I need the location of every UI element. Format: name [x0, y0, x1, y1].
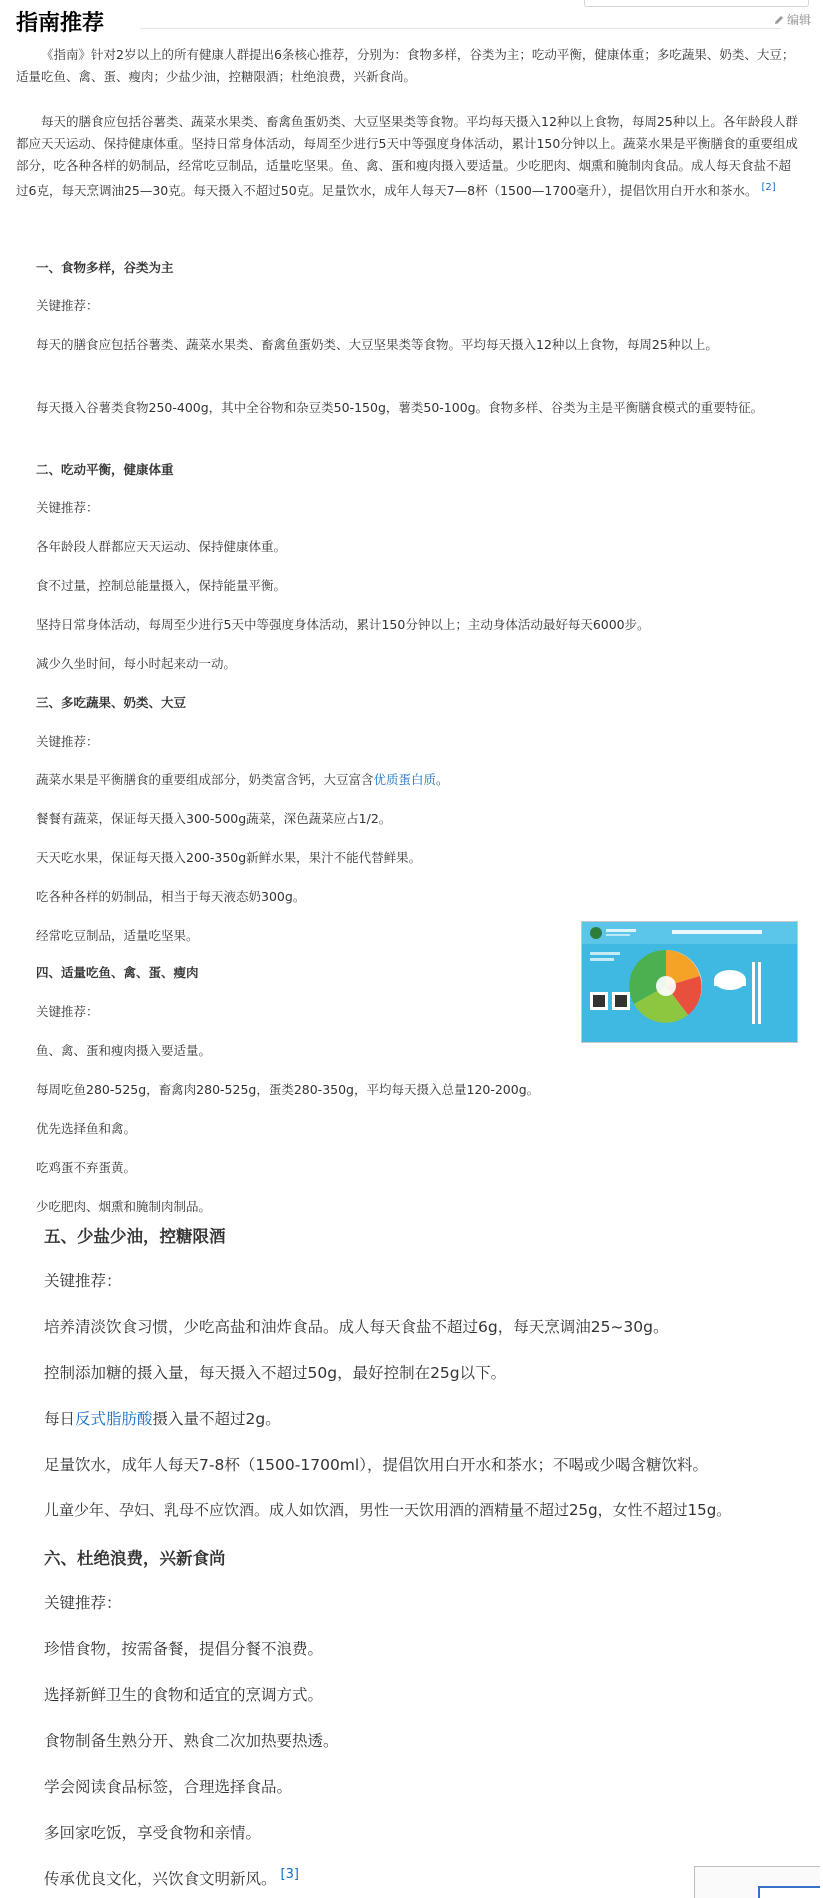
section-6-item-6-text: 传承优良文化，兴饮食文明新风。 [44, 1870, 277, 1889]
dietary-guideline-image[interactable] [581, 921, 798, 1043]
section-2-heading: 二、吃动平衡，健康体重 [36, 462, 174, 477]
section-5-item-4: 足量饮水，成年人每天7-8杯（1500-1700ml），提倡饮用白开水和茶水；不喝或少喝含糖饮料。 [44, 1456, 708, 1474]
section-3-item-1-pre: 蔬菜水果是平衡膳食的重要组成部分，奶类富含钙，大豆富含 [36, 772, 374, 787]
section-4-item-1: 鱼、禽、蛋和瘦肉摄入要适量。 [36, 1043, 212, 1058]
section-4-item-3: 优先选择鱼和禽。 [36, 1121, 137, 1136]
section-3-item-4: 吃各种各样的奶制品，相当于每天液态奶300g。 [36, 889, 306, 904]
section-6-item-4: 学会阅读食品标签，合理选择食品。 [44, 1778, 293, 1796]
section-6-item-3: 食物制备生熟分开、熟食二次加热要热透。 [44, 1732, 339, 1750]
section-5-heading: 五、少盐少油，控糖限酒 [44, 1227, 226, 1246]
section-1-heading: 一、食物多样，谷类为主 [36, 260, 174, 275]
section-6-item-5: 多回家吃饭，享受食物和亲情。 [44, 1824, 262, 1842]
section-2-item-3: 坚持日常身体活动，每周至少进行5天中等强度身体活动，累计150分钟以上；主动身体活动最好每天6000步。 [36, 617, 650, 632]
section-5-key: 关键推荐： [44, 1272, 122, 1290]
section-3-heading: 三、多吃蔬果、奶类、大豆 [36, 695, 187, 710]
section-3-item-2: 餐餐有蔬菜，保证每天摄入300-500g蔬菜，深色蔬菜应占1/2。 [36, 811, 392, 826]
section-3-item-5: 经常吃豆制品，适量吃坚果。 [36, 928, 199, 943]
section-2-item-4: 减少久坐时间，每小时起来动一动。 [36, 656, 237, 671]
section-3-item-1 [36, 770, 449, 788]
section-1-item-1: 每天的膳食应包括谷薯类、蔬菜水果类、畜禽鱼蛋奶类、大豆坚果类等食物。平均每天摄入12种以上食物，每周25种以上。 [36, 337, 718, 352]
section-5-item-2: 控制添加糖的摄入量，每天摄入不超过50g，最好控制在25g以下。 [44, 1364, 507, 1382]
section-6-item-6 [44, 1867, 299, 1889]
section-6-heading: 六、杜绝浪费，兴新食尚 [44, 1549, 226, 1568]
section-5-item-3-pre: 每日 [44, 1410, 76, 1428]
pencil-icon [774, 15, 784, 25]
edit-label: 编辑 [786, 13, 811, 27]
header-divider [140, 28, 781, 29]
reference-link-2[interactable]: [2] [761, 182, 776, 193]
section-3-item-3: 天天吃水果，保证每天摄入200-350g新鲜水果，果汁不能代替鲜果。 [36, 850, 422, 865]
section-4-item-2: 每周吃鱼280-525g，畜禽肉280-525g，蛋类280-350g，平均每天摄入总量120-200g。 [36, 1082, 540, 1097]
section-2-key: 关键推荐： [36, 500, 99, 515]
quality-protein-link[interactable]: 优质蛋白质 [373, 772, 437, 787]
section-5-item-3 [44, 1407, 281, 1429]
dietary-plate-illustration [582, 922, 798, 1043]
intro-paragraph-1-text: 《指南》针对2岁以上的所有健康人群提出6条核心推荐，分别为：食物多样，谷类为主；吃动平衡，健康体重；多吃蔬果、奶类、大豆；适量吃鱼、禽、蛋、瘦肉；少盐少油，控糖限酒；杜绝浪费，兴新食尚。 [16, 47, 795, 84]
corner-widget-frame [758, 1886, 820, 1898]
section-6-key: 关键推荐： [44, 1594, 122, 1612]
corner-widget [694, 1866, 820, 1898]
section-header [0, 0, 823, 42]
intro-paragraph-1 [16, 44, 801, 88]
section-4-heading: 四、适量吃鱼、禽、蛋、瘦肉 [36, 965, 199, 980]
section-2-item-2: 食不过量，控制总能量摄入，保持能量平衡。 [36, 578, 287, 593]
intro-paragraph-2-text: 每天的膳食应包括谷薯类、蔬菜水果类、畜禽鱼蛋奶类、大豆坚果类等食物。平均每天摄入12种以上食物，每周25种以上。各年龄段人群都应天天运动、保持健康体重。坚持日常身体活动，每周至少进行5天中等强度身体活动，累计150分钟以上。蔬菜水果是平衡膳食的重要组成部分，吃各种各样的奶制品，经常吃豆制品，适量吃坚果。鱼、禽、蛋和瘦肉摄入要适量。少吃肥肉、烟熏和腌制肉食品。成人每天食盐不超过6克，每天烹调油25—30克。每天摄入不超过50克。足量饮水，成年人每天7—8杯（1500—1700毫升），提倡饮用白开水和茶水。 [16, 114, 798, 199]
section-6-item-2: 选择新鲜卫生的食物和适宜的烹调方式。 [44, 1686, 324, 1704]
section-3-item-1-post: 。 [436, 772, 449, 787]
section-2-item-1: 各年龄段人群都应天天运动、保持健康体重。 [36, 539, 287, 554]
section-1-item-2: 每天摄入谷薯类食物250-400g，其中全谷物和杂豆类50-150g，薯类50-100g。食物多样、谷类为主是平衡膳食模式的重要特征。 [36, 400, 764, 415]
section-4-key: 关键推荐： [36, 1004, 99, 1019]
section-1-key: 关键推荐： [36, 298, 99, 313]
intro-paragraph-2 [16, 111, 801, 202]
section-5-item-1: 培养清淡饮食习惯，少吃高盐和油炸食品。成人每天食盐不超过6g，每天烹调油25~30g。 [44, 1318, 669, 1336]
section-4-item-4: 吃鸡蛋不弃蛋黄。 [36, 1160, 137, 1175]
reference-link-3[interactable]: [3] [280, 1867, 299, 1882]
edit-link[interactable] [774, 11, 811, 28]
section-title: 指南推荐 [16, 11, 105, 36]
trans-fat-link[interactable]: 反式脂肪酸 [75, 1410, 153, 1428]
section-5-item-3-post: 摄入量不超过2g。 [152, 1410, 281, 1428]
section-4-item-5: 少吃肥肉、烟熏和腌制肉制品。 [36, 1199, 212, 1214]
section-5-item-5: 儿童少年、孕妇、乳母不应饮酒。成人如饮酒，男性一天饮用酒的酒精量不超过25g，女性不超过15g。 [44, 1501, 732, 1519]
section-3-key: 关键推荐： [36, 734, 99, 749]
section-6-item-1: 珍惜食物，按需备餐，提倡分餐不浪费。 [44, 1640, 324, 1658]
